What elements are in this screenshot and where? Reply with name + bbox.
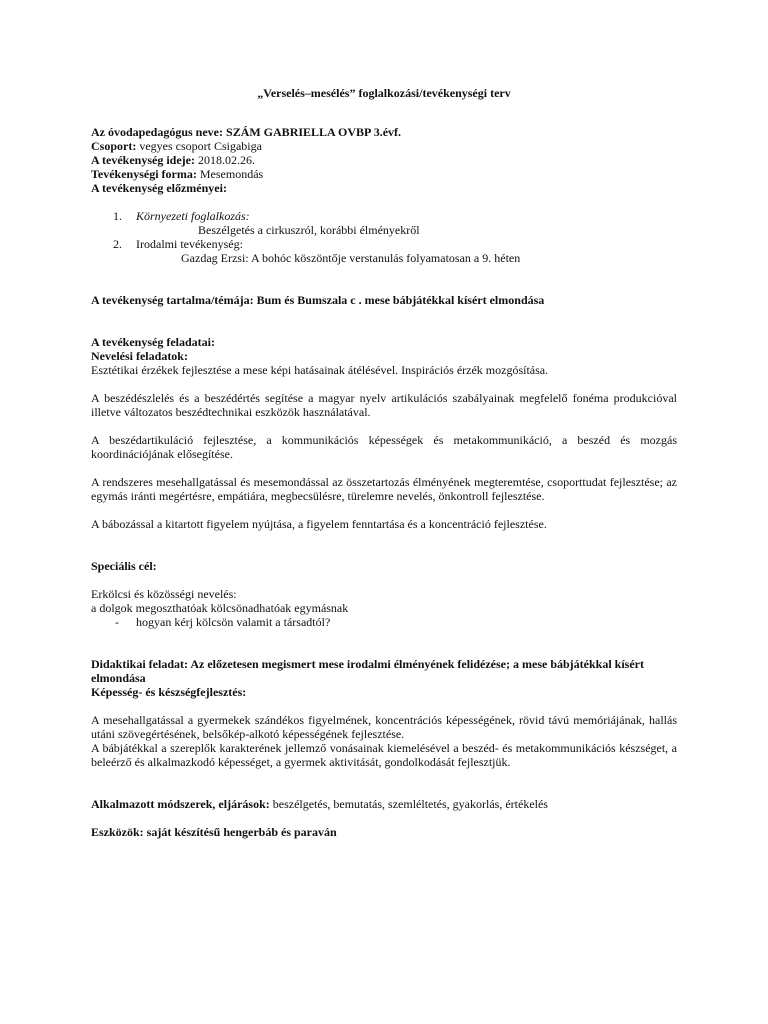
teacher-value: SZÁM GABRIELLA OVBP 3.évf. [226,125,402,139]
antecedents-heading: A tevékenység előzményei: [91,181,227,195]
list-item-detail: Beszélgetés a cirkuszról, korábbi élményekről [198,223,420,237]
edu-paragraph: A beszédészlelés és a beszédértés segítése a magyar nyelv artikulációs szabályainak megfelelő fonéma produkcióval illetve változatos beszédtechnikai eszközök használatával. [91,391,677,419]
special-dash-item [91,615,677,629]
list-number: 1. [113,209,122,223]
list-item [91,209,677,223]
antecedents-list [91,209,677,265]
list-item-detail: Gazdag Erzsi: A bohóc köszöntője verstanulás folyamatosan a 9. héten [181,251,521,265]
list-number: 2. [113,237,122,251]
time-label: A tevékenység ideje: [91,153,195,167]
dash-text: hogyan kérj kölcsön valamit a társadtól? [136,615,331,629]
form-line [91,167,677,181]
list-item [91,237,677,251]
document-page [91,86,677,839]
edu-paragraph: Esztétikai érzékek fejlesztése a mese képi hatásainak átélésével. Inspirációs érzék mozgósítása. [91,363,549,377]
skill-paragraph: A mesehallgatással a gyermekek szándékos figyelmének, koncentrációs képességének, rövid távú memóriájának, hallás utáni szövegértésének, belsőkép-alkotó képességének fejlesztése. [91,713,677,741]
tools-line: Eszközök: saját készítésű hengerbáb és paraván [91,825,337,839]
tasks-heading: A tevékenység feladatai: [91,335,215,349]
edu-paragraph: A rendszeres mesehallgatással és mesemondással az összetartozás élményének megteremtése, csoporttudat fejlesztése; az egymás iránti megértésre, empátiára, megbecsülésre, türelemre nevelés, önkontroll fejlesztése. [91,475,677,503]
document-title: „Verselés–mesélés” foglalkozási/tevékenységi terv [257,86,511,100]
form-label: Tevékenységi forma: [91,167,197,181]
special-line: a dolgok megoszthatóak kölcsönadhatóak egymásnak [91,601,349,615]
form-value: Mesemondás [199,167,264,181]
edu-heading: Nevelési feladatok: [91,349,188,363]
time-value: 2018.02.26. [197,153,255,167]
methods-line [91,797,677,811]
edu-paragraph: A bábozással a kitartott figyelem nyújtása, a figyelem fenntartása és a koncentráció fejlesztése. [91,517,547,531]
topic-heading: A tevékenység tartalma/témája: Bum és Bumszala c . mese bábjátékkal kísért elmondása [91,293,545,307]
skill-heading: Képesség- és készségfejlesztés: [91,685,247,699]
special-line: Erkölcsi és közösségi nevelés: [91,587,237,601]
skill-paragraph: A bábjátékkal a szereplők karakterének jellemző vonásainak kiemelésével a beszéd- és metakommunikációs készséget, a beleérző és alkalmazkodó képességet, a gyermek aktivitását, gondolkodását fejlesztjük. [91,741,677,769]
didactic-heading: Didaktikai feladat: Az előzetesen megismert mese irodalmi élményének felidézése; a mese bábjátékkal kísért elmondása [91,657,644,685]
group-value: vegyes csoport Csigabiga [139,139,262,153]
list-item-title: Környezeti foglalkozás: [136,209,250,223]
dash-mark: - [115,615,119,629]
time-line [91,153,677,167]
teacher-label: Az óvodapedagógus neve: [91,125,224,139]
methods-value: beszélgetés, bemutatás, szemléltetés, gyakorlás, értékelés [272,797,548,811]
group-label: Csoport: [91,139,137,153]
teacher-line [91,125,677,139]
special-heading: Speciális cél: [91,559,157,573]
methods-label: Alkalmazott módszerek, eljárások: [91,797,270,811]
group-line [91,139,677,153]
edu-paragraph: A beszédartikuláció fejlesztése, a kommunikációs képességek és metakommunikáció, a beszéd és mozgás koordinációjának elősegítése. [91,433,677,461]
list-item-title: Irodalmi tevékenység: [136,237,243,251]
